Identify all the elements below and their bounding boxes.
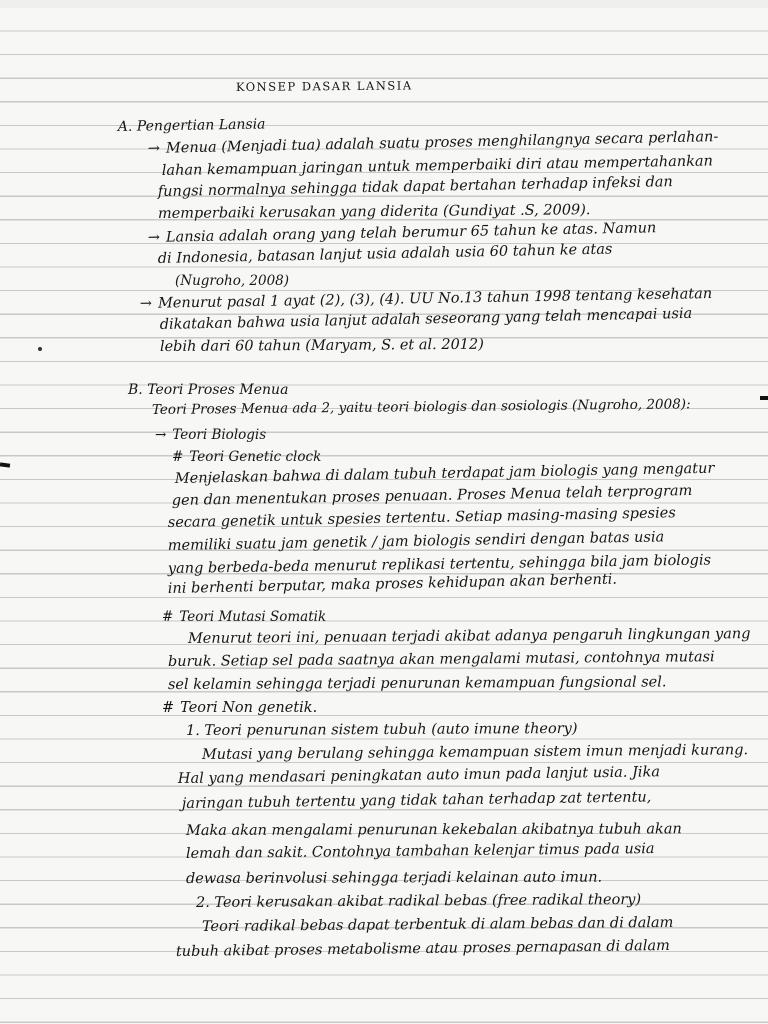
text-line: → Menurut pasal 1 ayat (2), (3), (4). UU No.13 tahun 1998 tentang kesehatan [139, 286, 713, 313]
text-line: gen dan menentukan proses penuaan. Proses Menua telah terprogram [171, 483, 693, 510]
text-line: Menjelaskan bahwa di dalam tubuh terdapat jam biologis yang mengatur [174, 460, 715, 488]
arrow-icon: → [139, 295, 153, 313]
text-line: lahan kemampuan jaringan untuk memperbaiki diri atau mempertahankan [161, 153, 714, 180]
text-line: di Indonesia, batasan lanjut usia adalah usia 60 tahun ke atas [157, 241, 613, 268]
arrow-icon: → [147, 140, 161, 158]
text-line: jaringan tubuh tertentu yang tidak tahan terhadap zat tertentu, [181, 789, 652, 813]
edge-mark-right [760, 396, 768, 400]
subheading: # Teori Mutasi Somatik [162, 609, 327, 625]
text-line: Menurut teori ini, penuaan terjadi akibat adanya pengaruh lingkungan yang [187, 626, 751, 648]
page-title: KONSEP DASAR LANSIA [235, 78, 413, 95]
text-line: → Teori Biologis [155, 427, 267, 443]
text-line: dikatakan bahwa usia lanjut adalah seseorang yang telah mencapai usia [159, 305, 693, 334]
text-line: buruk. Setiap sel pada saatnya akan mengalami mutasi, contohnya mutasi [167, 649, 715, 671]
text-line: Mutasi yang berulang sehingga kemampuan sistem imun menjadi kurang. [201, 742, 749, 764]
text-line: tubuh akibat proses metabolisme atau proses pernapasan di dalam [175, 937, 670, 961]
hash-icon: # [162, 609, 174, 625]
text-line: dewasa berinvolusi sehingga terjadi kelainan auto imun. [185, 869, 603, 887]
text-line: fungsi normalnya sehingga tidak dapat bertahan terhadap infeksi dan [157, 174, 673, 201]
text-line: (Nugroho, 2008) [175, 273, 290, 289]
subheading: # Teori Genetic clock [172, 449, 322, 465]
text-line: → Lansia adalah orang yang telah berumur 65 tahun ke atas. Namun [147, 220, 657, 247]
text-line: Teori Proses Menua ada 2, yaitu teori biologis dan sosiologis (Nugroho, 2008): [151, 396, 691, 419]
text-line: sel kelamin sehingga terjadi penurunan kemampuan fungsional sel. [167, 674, 667, 693]
text-line: lebih dari 60 tahun (Maryam, S. et al. 2012) [159, 336, 484, 356]
text-line: yang berbeda-beda menurut replikasi tertentu, sehingga bila jam biologis [167, 552, 712, 578]
section-b-heading: B. Teori Proses Menua [128, 382, 289, 398]
hash-icon: # [162, 700, 175, 716]
arrow-icon: → [155, 427, 167, 443]
text-line: memiliki suatu jam genetik / jam biologis sendiri dengan batas usia [167, 529, 665, 555]
text-line: ini berhenti berputar, maka proses kehidupan akan berhenti. [167, 571, 618, 598]
text-line: Hal yang mendasari peningkatan auto imun pada lanjut usia. Jika [177, 764, 661, 788]
numbered-heading: 2. Teori kerusakan akibat radikal bebas (free radikal theory) [195, 891, 642, 911]
numbered-heading: 1. Teori penurunan sistem tubuh (auto imune theory) [185, 720, 578, 739]
text-line: Maka akan mengalami penurunan kekebalan akibatnya tubuh akan [185, 821, 682, 839]
text-line: lemah dan sakit. Contohnya tambahan kelenjar timus pada usia [185, 841, 655, 863]
arrow-icon: → [147, 229, 161, 247]
edge-mark-left [0, 462, 10, 467]
section-a-heading: A. Pengertian Lansia [117, 116, 266, 136]
hash-icon: # [172, 449, 184, 465]
text-line: → Menua (Menjadi tua) adalah suatu proses menghilangnya secara perlahan- [147, 129, 719, 158]
text-line: secara genetik untuk spesies tertentu. Setiap masing-masing spesies [167, 505, 676, 532]
ink-dot [38, 347, 42, 351]
subheading: # Teori Non genetik. [162, 700, 318, 716]
text-line: Teori radikal bebas dapat terbentuk di alam bebas dan di dalam [201, 914, 674, 936]
page-top-edge [0, 0, 768, 8]
text-line: memperbaiki kerusakan yang diderita (Gundiyat .S, 2009). [157, 202, 591, 223]
